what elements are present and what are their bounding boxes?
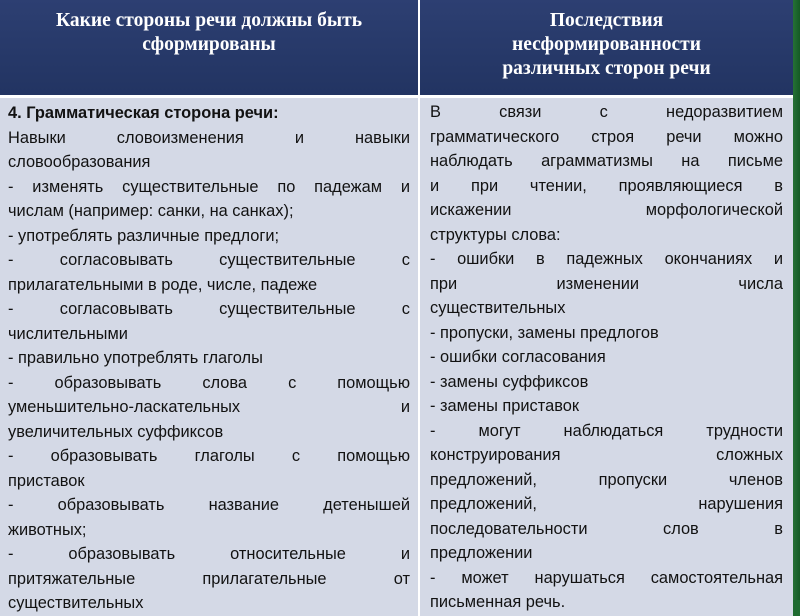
right-text-line: предложении	[430, 544, 533, 562]
right-text-line: конструирования сложных	[430, 446, 783, 464]
right-column-content	[420, 98, 793, 615]
right-text-line: последовательности слов в	[430, 519, 783, 538]
left-column-content	[0, 98, 418, 616]
left-text-line: - употреблять различные предлоги;	[8, 226, 280, 245]
right-text-line: В связи с недоразвитием	[430, 103, 783, 121]
header-right-line: различных сторон речи	[502, 58, 711, 79]
left-text-line: - изменять существительные по падежам и	[8, 177, 410, 196]
left-text-line: приставок	[8, 471, 85, 490]
table-header-row	[0, 0, 793, 97]
right-text-line: искажении морфологической	[430, 201, 783, 219]
right-text-line: предложений, нарушения	[430, 495, 783, 513]
left-text-line: - согласовывать существительные с	[8, 251, 410, 269]
left-text-line: Навыки словоизменения и навыки	[8, 128, 410, 147]
body-cell-left	[0, 97, 419, 616]
right-text-line: - пропуски, замены предлогов	[430, 323, 659, 342]
left-text-line: - образовывать относительные и	[8, 545, 410, 563]
section-title: 4. Грамматическая сторона речи:	[8, 104, 279, 122]
header-left-line: сформированы	[142, 34, 276, 55]
right-text-line: - может нарушаться самостоятельная	[430, 568, 783, 587]
left-text-line: - правильно употреблять глаголы	[8, 349, 263, 367]
header-left-line: Какие стороны речи должны быть	[55, 10, 363, 31]
right-text-line: и при чтении, проявляющиеся в	[430, 176, 783, 195]
left-text-line: увеличительных суффиксов	[8, 422, 224, 441]
right-text-line: - ошибки согласования	[430, 348, 606, 366]
right-text-line: грамматического строя речи можно	[430, 127, 783, 146]
right-text-line: при изменении числа	[430, 274, 783, 293]
header-right-line: несформированности	[512, 34, 701, 55]
header-cell-right	[419, 0, 793, 97]
header-cell-left	[0, 0, 419, 97]
right-text-line: структуры слова:	[430, 225, 561, 244]
right-text-line: предложений, пропуски членов	[430, 470, 783, 489]
right-text-line: существительных	[430, 299, 566, 317]
right-text-line: - ошибки в падежных окончаниях и	[430, 250, 783, 268]
left-text-line: - образовывать слова с помощью	[8, 373, 410, 392]
left-text-line: существительных	[8, 594, 144, 612]
left-text-line: - образовывать название детенышей	[8, 496, 410, 514]
right-text-line: письменная речь.	[430, 593, 566, 611]
left-text-line: - образовывать глаголы с помощью	[8, 447, 410, 465]
table-body-row	[0, 97, 793, 616]
left-text-line: прилагательными в роде, числе, падеже	[8, 275, 318, 294]
left-text-line: числам (например: санки, на санках);	[8, 202, 294, 220]
body-cell-right	[419, 97, 793, 616]
right-text-line: - замены приставок	[430, 397, 580, 415]
left-text-line: - согласовывать существительные с	[8, 300, 410, 318]
left-text-line: словообразования	[8, 153, 151, 171]
left-text-line: притяжательные прилагательные от	[8, 569, 410, 588]
right-text-line: наблюдать аграмматизмы на письме	[430, 152, 783, 170]
right-text-line: - замены суффиксов	[430, 372, 589, 391]
left-text-line: числительными	[8, 324, 128, 343]
header-left-text	[0, 0, 418, 57]
right-text-line: - могут наблюдаться трудности	[430, 421, 783, 440]
left-text-line: животных;	[8, 520, 87, 539]
left-text-line: уменьшительно-ласкательных и	[8, 398, 410, 416]
header-right-text	[420, 0, 793, 81]
header-right-line: Последствия	[549, 10, 664, 31]
